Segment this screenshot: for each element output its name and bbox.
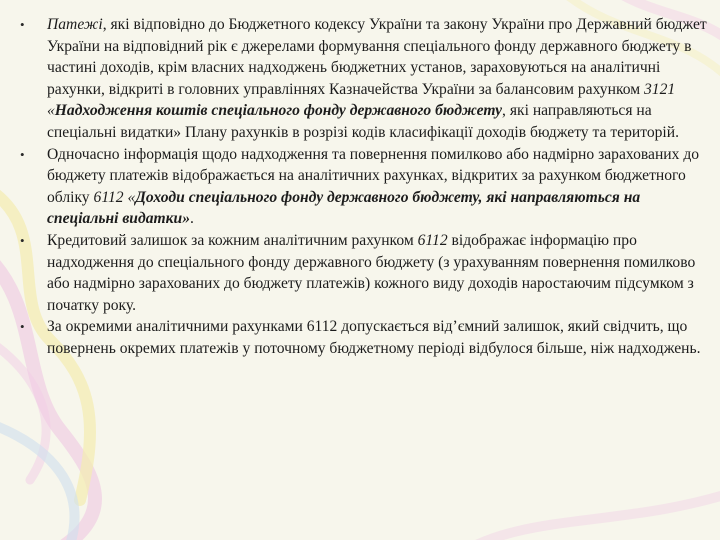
bullet-list <box>18 14 708 360</box>
bullet-dot: • <box>20 319 25 335</box>
bullet-item-1 <box>18 14 708 144</box>
bullet-item-4 <box>18 316 708 359</box>
text-segment: Патежі <box>47 16 103 33</box>
bullet-item-2 <box>18 144 708 230</box>
text-segment: 6112 « <box>93 188 136 206</box>
swirl-pink-bottom <box>450 490 720 540</box>
text-segment: , які направляються на спеціальні видатки» Плану рахунків в розрізі кодів класифікації доходів бюджету та територій. <box>47 102 679 141</box>
text-segment: 3121 « <box>47 80 676 120</box>
text-segment: 6112 <box>417 231 448 249</box>
text-segment: Доходи спеціального фонду державного бюджету, які направляються на спеціальні видатки» <box>47 188 641 228</box>
text-segment: відображає інформацію про надходження до спеціального фонду державного бюджету (з урахуванням повернення помилково або надмірно зарахованих до бюджету платежів) кожного виду доходів наростаючим підсумком з початку року. <box>47 231 696 314</box>
bullet-dot: • <box>20 146 25 162</box>
bullet-dot: • <box>20 232 25 248</box>
text-segment: , які відповідно до Бюджетного кодексу України та закону України про Державний бюджет України на відповідний рік є джерелами формування спеціального фонду державного бюджету в частині доходів, крім власних надходжень бюджетних установ, зараховуються на аналітичні рахунки, відкриті в головних управліннях Казначейства України за балансовим рахунком <box>47 16 707 98</box>
text-segment: За окремими аналітичними рахунками 6112 допускається від’ємний залишок, який свідчить, що повернень окремих платежів у поточному бюджетному періоді відбулося більше, ніж надходжень. <box>47 318 701 357</box>
bullet-dot: • <box>20 17 25 32</box>
text-segment: Кредитовий залишок за кожним аналітичним рахунком <box>47 231 418 249</box>
text-segment: Надходження коштів спеціального фонду державного бюджету <box>54 102 503 120</box>
text-segment: Одночасно інформація щодо надходження та повернення помилково або надмірно зарахованих до бюджету платежів відображається на аналітичних рахунках, відкритих за рахунком бюджетного обліку <box>47 145 700 206</box>
bullet-item-3 <box>18 230 708 316</box>
text-segment: . <box>190 210 194 228</box>
